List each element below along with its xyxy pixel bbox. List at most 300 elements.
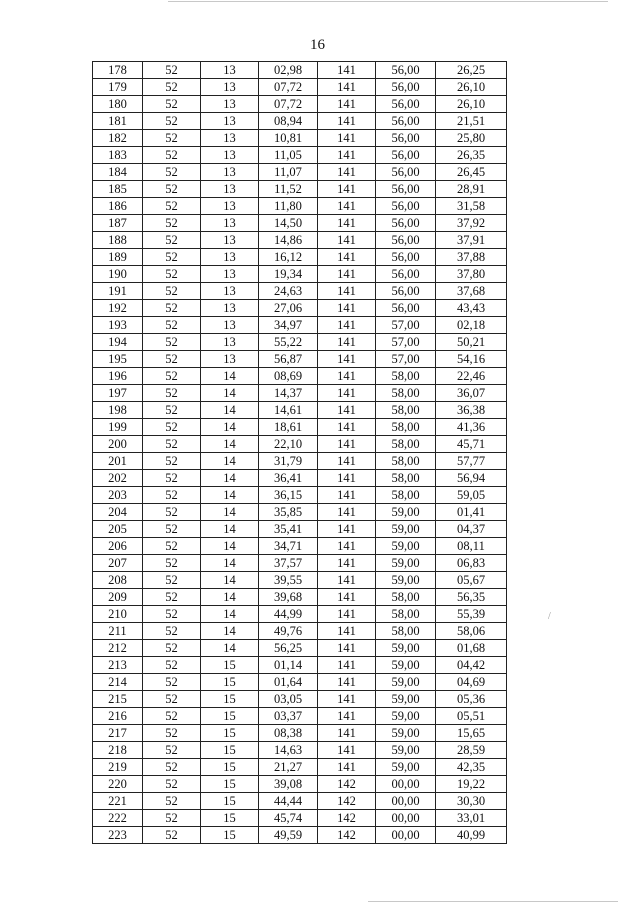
cell-lon-minutes: 58,00 <box>376 385 436 402</box>
cell-lon-degrees: 141 <box>318 147 376 164</box>
cell-lat-minutes: 14 <box>201 385 259 402</box>
cell-lat-seconds: 01,14 <box>259 657 318 674</box>
cell-lon-seconds: 37,68 <box>436 283 507 300</box>
cell-point-number: 185 <box>93 181 143 198</box>
cell-lon-degrees: 141 <box>318 674 376 691</box>
cell-lon-degrees: 141 <box>318 436 376 453</box>
cell-lon-seconds: 50,21 <box>436 334 507 351</box>
cell-point-number: 200 <box>93 436 143 453</box>
cell-lat-seconds: 01,64 <box>259 674 318 691</box>
cell-lon-degrees: 142 <box>318 810 376 827</box>
cell-lat-degrees: 52 <box>143 538 201 555</box>
cell-lon-minutes: 56,00 <box>376 79 436 96</box>
cell-lon-degrees: 141 <box>318 232 376 249</box>
cell-lat-seconds: 35,41 <box>259 521 318 538</box>
cell-lat-minutes: 14 <box>201 436 259 453</box>
cell-lat-seconds: 14,86 <box>259 232 318 249</box>
table-row <box>93 402 507 419</box>
cell-lat-seconds: 08,94 <box>259 113 318 130</box>
cell-lon-minutes: 58,00 <box>376 623 436 640</box>
cell-point-number: 182 <box>93 130 143 147</box>
cell-lat-seconds: 08,69 <box>259 368 318 385</box>
cell-lat-seconds: 49,76 <box>259 623 318 640</box>
cell-point-number: 183 <box>93 147 143 164</box>
cell-lat-minutes: 13 <box>201 334 259 351</box>
table-row <box>93 725 507 742</box>
cell-lon-degrees: 141 <box>318 283 376 300</box>
cell-lat-degrees: 52 <box>143 368 201 385</box>
table-row <box>93 232 507 249</box>
cell-lon-seconds: 04,37 <box>436 521 507 538</box>
cell-lat-degrees: 52 <box>143 215 201 232</box>
table-row <box>93 436 507 453</box>
cell-lon-minutes: 59,00 <box>376 759 436 776</box>
cell-lon-minutes: 57,00 <box>376 351 436 368</box>
cell-lon-seconds: 21,51 <box>436 113 507 130</box>
cell-point-number: 187 <box>93 215 143 232</box>
cell-point-number: 211 <box>93 623 143 640</box>
cell-lon-seconds: 58,06 <box>436 623 507 640</box>
table-row <box>93 470 507 487</box>
cell-lat-degrees: 52 <box>143 79 201 96</box>
cell-lon-seconds: 57,77 <box>436 453 507 470</box>
scan-edge-line-bottom <box>368 901 618 902</box>
table-row <box>93 623 507 640</box>
cell-lon-minutes: 59,00 <box>376 725 436 742</box>
cell-lon-degrees: 141 <box>318 538 376 555</box>
table-row <box>93 640 507 657</box>
table-row <box>93 810 507 827</box>
cell-lon-minutes: 59,00 <box>376 640 436 657</box>
cell-point-number: 188 <box>93 232 143 249</box>
cell-lat-seconds: 49,59 <box>259 827 318 844</box>
cell-lat-seconds: 11,05 <box>259 147 318 164</box>
cell-lon-minutes: 58,00 <box>376 606 436 623</box>
cell-lat-seconds: 37,57 <box>259 555 318 572</box>
cell-point-number: 223 <box>93 827 143 844</box>
table-row <box>93 759 507 776</box>
table-row <box>93 300 507 317</box>
cell-lat-minutes: 14 <box>201 640 259 657</box>
cell-lat-degrees: 52 <box>143 351 201 368</box>
cell-lon-degrees: 141 <box>318 317 376 334</box>
cell-lon-minutes: 58,00 <box>376 368 436 385</box>
cell-lon-seconds: 26,25 <box>436 62 507 79</box>
table-row <box>93 283 507 300</box>
table-row <box>93 198 507 215</box>
cell-lon-minutes: 56,00 <box>376 215 436 232</box>
cell-point-number: 203 <box>93 487 143 504</box>
cell-point-number: 184 <box>93 164 143 181</box>
cell-lat-degrees: 52 <box>143 827 201 844</box>
cell-lon-degrees: 141 <box>318 215 376 232</box>
cell-lon-seconds: 43,43 <box>436 300 507 317</box>
cell-lat-minutes: 13 <box>201 147 259 164</box>
cell-lat-seconds: 11,52 <box>259 181 318 198</box>
cell-lon-minutes: 58,00 <box>376 436 436 453</box>
cell-lon-seconds: 33,01 <box>436 810 507 827</box>
cell-lat-seconds: 11,80 <box>259 198 318 215</box>
cell-point-number: 179 <box>93 79 143 96</box>
cell-lon-degrees: 141 <box>318 742 376 759</box>
cell-lat-degrees: 52 <box>143 640 201 657</box>
cell-lat-degrees: 52 <box>143 164 201 181</box>
cell-lon-minutes: 59,00 <box>376 521 436 538</box>
cell-lat-degrees: 52 <box>143 96 201 113</box>
cell-lon-degrees: 141 <box>318 130 376 147</box>
cell-lat-seconds: 39,08 <box>259 776 318 793</box>
cell-lat-seconds: 55,22 <box>259 334 318 351</box>
table-row <box>93 521 507 538</box>
cell-lat-seconds: 07,72 <box>259 96 318 113</box>
cell-lat-minutes: 14 <box>201 368 259 385</box>
cell-lat-minutes: 13 <box>201 249 259 266</box>
cell-lat-degrees: 52 <box>143 470 201 487</box>
cell-lon-degrees: 141 <box>318 96 376 113</box>
cell-lon-degrees: 141 <box>318 351 376 368</box>
cell-lon-seconds: 26,45 <box>436 164 507 181</box>
cell-lat-seconds: 14,50 <box>259 215 318 232</box>
cell-lat-degrees: 52 <box>143 708 201 725</box>
cell-lon-minutes: 56,00 <box>376 249 436 266</box>
cell-lon-minutes: 57,00 <box>376 317 436 334</box>
table-row <box>93 742 507 759</box>
cell-lat-minutes: 14 <box>201 453 259 470</box>
cell-point-number: 205 <box>93 521 143 538</box>
cell-lon-seconds: 15,65 <box>436 725 507 742</box>
cell-lon-seconds: 04,69 <box>436 674 507 691</box>
table-row <box>93 62 507 79</box>
table-row <box>93 215 507 232</box>
cell-lat-seconds: 03,37 <box>259 708 318 725</box>
cell-lon-minutes: 56,00 <box>376 164 436 181</box>
cell-lat-seconds: 31,79 <box>259 453 318 470</box>
cell-lon-seconds: 05,67 <box>436 572 507 589</box>
cell-point-number: 180 <box>93 96 143 113</box>
cell-lon-degrees: 142 <box>318 793 376 810</box>
table-row <box>93 130 507 147</box>
cell-lat-seconds: 36,41 <box>259 470 318 487</box>
cell-lon-minutes: 59,00 <box>376 504 436 521</box>
cell-lat-seconds: 08,38 <box>259 725 318 742</box>
cell-lat-minutes: 14 <box>201 538 259 555</box>
cell-point-number: 181 <box>93 113 143 130</box>
cell-point-number: 198 <box>93 402 143 419</box>
table-row <box>93 657 507 674</box>
cell-lon-seconds: 19,22 <box>436 776 507 793</box>
cell-lat-minutes: 14 <box>201 572 259 589</box>
table-row <box>93 691 507 708</box>
cell-lon-seconds: 22,46 <box>436 368 507 385</box>
table-row <box>93 504 507 521</box>
cell-lat-degrees: 52 <box>143 589 201 606</box>
cell-lat-minutes: 15 <box>201 776 259 793</box>
cell-lon-degrees: 141 <box>318 181 376 198</box>
cell-lon-minutes: 58,00 <box>376 487 436 504</box>
cell-lon-minutes: 58,00 <box>376 453 436 470</box>
cell-lat-degrees: 52 <box>143 453 201 470</box>
table-row <box>93 164 507 181</box>
cell-lat-minutes: 14 <box>201 606 259 623</box>
cell-lon-seconds: 56,94 <box>436 470 507 487</box>
cell-lon-degrees: 141 <box>318 470 376 487</box>
cell-lat-minutes: 13 <box>201 113 259 130</box>
cell-lat-minutes: 15 <box>201 827 259 844</box>
cell-lat-minutes: 13 <box>201 300 259 317</box>
cell-lon-minutes: 59,00 <box>376 708 436 725</box>
table-row <box>93 96 507 113</box>
cell-lon-seconds: 59,05 <box>436 487 507 504</box>
cell-lat-degrees: 52 <box>143 606 201 623</box>
cell-lat-seconds: 35,85 <box>259 504 318 521</box>
cell-lat-seconds: 24,63 <box>259 283 318 300</box>
cell-lon-seconds: 37,88 <box>436 249 507 266</box>
cell-lon-degrees: 141 <box>318 79 376 96</box>
cell-lon-seconds: 37,80 <box>436 266 507 283</box>
cell-lat-minutes: 15 <box>201 810 259 827</box>
cell-point-number: 190 <box>93 266 143 283</box>
table-row <box>93 181 507 198</box>
cell-lon-minutes: 56,00 <box>376 96 436 113</box>
table-row <box>93 555 507 572</box>
cell-lon-degrees: 141 <box>318 385 376 402</box>
cell-lat-degrees: 52 <box>143 419 201 436</box>
cell-lon-minutes: 59,00 <box>376 691 436 708</box>
cell-lon-degrees: 141 <box>318 504 376 521</box>
cell-lon-degrees: 141 <box>318 62 376 79</box>
cell-lat-minutes: 14 <box>201 521 259 538</box>
cell-point-number: 202 <box>93 470 143 487</box>
cell-lat-degrees: 52 <box>143 504 201 521</box>
cell-lon-minutes: 56,00 <box>376 62 436 79</box>
cell-point-number: 214 <box>93 674 143 691</box>
cell-lon-degrees: 141 <box>318 198 376 215</box>
cell-point-number: 217 <box>93 725 143 742</box>
cell-point-number: 216 <box>93 708 143 725</box>
cell-lon-minutes: 58,00 <box>376 470 436 487</box>
cell-lon-seconds: 01,41 <box>436 504 507 521</box>
cell-lon-minutes: 59,00 <box>376 572 436 589</box>
cell-point-number: 186 <box>93 198 143 215</box>
cell-lon-degrees: 142 <box>318 776 376 793</box>
cell-point-number: 208 <box>93 572 143 589</box>
scan-speck: / <box>548 611 551 622</box>
table-row <box>93 113 507 130</box>
cell-lon-minutes: 56,00 <box>376 181 436 198</box>
cell-point-number: 199 <box>93 419 143 436</box>
cell-lon-minutes: 58,00 <box>376 402 436 419</box>
cell-lat-seconds: 39,68 <box>259 589 318 606</box>
cell-lat-seconds: 56,25 <box>259 640 318 657</box>
cell-lon-degrees: 141 <box>318 402 376 419</box>
cell-lat-seconds: 45,74 <box>259 810 318 827</box>
cell-lon-seconds: 54,16 <box>436 351 507 368</box>
cell-lat-seconds: 18,61 <box>259 419 318 436</box>
cell-lat-degrees: 52 <box>143 521 201 538</box>
cell-lat-minutes: 15 <box>201 657 259 674</box>
cell-lon-seconds: 05,51 <box>436 708 507 725</box>
cell-point-number: 212 <box>93 640 143 657</box>
cell-lat-seconds: 34,71 <box>259 538 318 555</box>
cell-point-number: 206 <box>93 538 143 555</box>
table-row <box>93 793 507 810</box>
cell-lat-degrees: 52 <box>143 759 201 776</box>
cell-lat-degrees: 52 <box>143 113 201 130</box>
cell-lon-minutes: 59,00 <box>376 657 436 674</box>
cell-lat-degrees: 52 <box>143 283 201 300</box>
cell-lon-degrees: 141 <box>318 266 376 283</box>
cell-lat-seconds: 14,37 <box>259 385 318 402</box>
cell-lon-seconds: 06,83 <box>436 555 507 572</box>
page-number: 16 <box>310 37 325 53</box>
cell-lon-seconds: 42,35 <box>436 759 507 776</box>
cell-lon-seconds: 55,39 <box>436 606 507 623</box>
cell-lat-degrees: 52 <box>143 657 201 674</box>
table-row <box>93 453 507 470</box>
cell-lon-degrees: 141 <box>318 708 376 725</box>
cell-lon-seconds: 26,35 <box>436 147 507 164</box>
cell-lat-degrees: 52 <box>143 334 201 351</box>
cell-point-number: 207 <box>93 555 143 572</box>
cell-lon-minutes: 59,00 <box>376 742 436 759</box>
cell-point-number: 221 <box>93 793 143 810</box>
cell-lon-degrees: 141 <box>318 640 376 657</box>
table-row <box>93 538 507 555</box>
cell-lat-minutes: 13 <box>201 351 259 368</box>
cell-lat-minutes: 15 <box>201 759 259 776</box>
cell-lon-minutes: 00,00 <box>376 827 436 844</box>
cell-lat-minutes: 14 <box>201 419 259 436</box>
cell-lat-minutes: 15 <box>201 742 259 759</box>
cell-lat-degrees: 52 <box>143 436 201 453</box>
cell-lon-minutes: 57,00 <box>376 334 436 351</box>
cell-lat-degrees: 52 <box>143 674 201 691</box>
cell-lat-seconds: 14,61 <box>259 402 318 419</box>
cell-lon-degrees: 141 <box>318 300 376 317</box>
cell-lon-minutes: 56,00 <box>376 147 436 164</box>
cell-lat-degrees: 52 <box>143 691 201 708</box>
cell-lat-seconds: 16,12 <box>259 249 318 266</box>
cell-lon-minutes: 00,00 <box>376 793 436 810</box>
table-row <box>93 708 507 725</box>
cell-lon-degrees: 141 <box>318 555 376 572</box>
cell-lon-minutes: 56,00 <box>376 232 436 249</box>
cell-lon-degrees: 141 <box>318 572 376 589</box>
cell-lon-minutes: 56,00 <box>376 198 436 215</box>
cell-lat-degrees: 52 <box>143 249 201 266</box>
cell-lon-minutes: 58,00 <box>376 419 436 436</box>
cell-lon-degrees: 141 <box>318 725 376 742</box>
cell-point-number: 222 <box>93 810 143 827</box>
cell-lat-minutes: 13 <box>201 79 259 96</box>
cell-lat-minutes: 14 <box>201 487 259 504</box>
cell-lat-degrees: 52 <box>143 181 201 198</box>
cell-lon-seconds: 56,35 <box>436 589 507 606</box>
cell-lon-seconds: 36,38 <box>436 402 507 419</box>
cell-lon-seconds: 01,68 <box>436 640 507 657</box>
cell-point-number: 196 <box>93 368 143 385</box>
cell-point-number: 204 <box>93 504 143 521</box>
cell-lat-seconds: 44,99 <box>259 606 318 623</box>
cell-lon-minutes: 56,00 <box>376 130 436 147</box>
cell-lat-degrees: 52 <box>143 555 201 572</box>
cell-point-number: 219 <box>93 759 143 776</box>
cell-lon-degrees: 141 <box>318 453 376 470</box>
coordinates-table-body <box>93 62 507 844</box>
cell-point-number: 220 <box>93 776 143 793</box>
cell-lat-minutes: 13 <box>201 317 259 334</box>
cell-lat-seconds: 36,15 <box>259 487 318 504</box>
table-row <box>93 385 507 402</box>
table-row <box>93 419 507 436</box>
cell-lon-seconds: 02,18 <box>436 317 507 334</box>
cell-lon-degrees: 141 <box>318 368 376 385</box>
cell-lat-degrees: 52 <box>143 402 201 419</box>
cell-lat-seconds: 14,63 <box>259 742 318 759</box>
cell-lat-minutes: 13 <box>201 283 259 300</box>
cell-lon-degrees: 141 <box>318 164 376 181</box>
cell-lon-degrees: 141 <box>318 657 376 674</box>
cell-lon-minutes: 59,00 <box>376 538 436 555</box>
cell-lon-seconds: 26,10 <box>436 79 507 96</box>
cell-lat-seconds: 44,44 <box>259 793 318 810</box>
cell-lat-seconds: 21,27 <box>259 759 318 776</box>
table-row <box>93 334 507 351</box>
cell-point-number: 210 <box>93 606 143 623</box>
cell-point-number: 178 <box>93 62 143 79</box>
cell-lon-minutes: 00,00 <box>376 810 436 827</box>
cell-point-number: 189 <box>93 249 143 266</box>
cell-lat-minutes: 15 <box>201 674 259 691</box>
cell-lat-minutes: 13 <box>201 232 259 249</box>
cell-lat-minutes: 13 <box>201 130 259 147</box>
cell-lat-minutes: 15 <box>201 793 259 810</box>
table-row <box>93 147 507 164</box>
cell-lon-seconds: 05,36 <box>436 691 507 708</box>
cell-point-number: 193 <box>93 317 143 334</box>
cell-point-number: 192 <box>93 300 143 317</box>
cell-lon-seconds: 36,07 <box>436 385 507 402</box>
cell-lon-minutes: 56,00 <box>376 113 436 130</box>
table-row <box>93 606 507 623</box>
cell-point-number: 215 <box>93 691 143 708</box>
cell-lat-seconds: 39,55 <box>259 572 318 589</box>
table-row <box>93 79 507 96</box>
cell-lon-degrees: 141 <box>318 419 376 436</box>
cell-point-number: 201 <box>93 453 143 470</box>
coordinates-table <box>92 61 507 844</box>
cell-lon-minutes: 58,00 <box>376 589 436 606</box>
cell-lat-degrees: 52 <box>143 130 201 147</box>
cell-lon-seconds: 37,92 <box>436 215 507 232</box>
cell-lat-seconds: 34,97 <box>259 317 318 334</box>
cell-point-number: 195 <box>93 351 143 368</box>
cell-lat-degrees: 52 <box>143 266 201 283</box>
cell-lat-minutes: 13 <box>201 181 259 198</box>
cell-point-number: 213 <box>93 657 143 674</box>
cell-lat-degrees: 52 <box>143 198 201 215</box>
cell-lat-minutes: 15 <box>201 725 259 742</box>
cell-lat-seconds: 56,87 <box>259 351 318 368</box>
cell-lat-minutes: 14 <box>201 555 259 572</box>
cell-lon-degrees: 141 <box>318 521 376 538</box>
cell-lon-seconds: 45,71 <box>436 436 507 453</box>
cell-lat-seconds: 22,10 <box>259 436 318 453</box>
table-row <box>93 249 507 266</box>
cell-point-number: 194 <box>93 334 143 351</box>
cell-lat-seconds: 19,34 <box>259 266 318 283</box>
cell-lat-minutes: 13 <box>201 96 259 113</box>
